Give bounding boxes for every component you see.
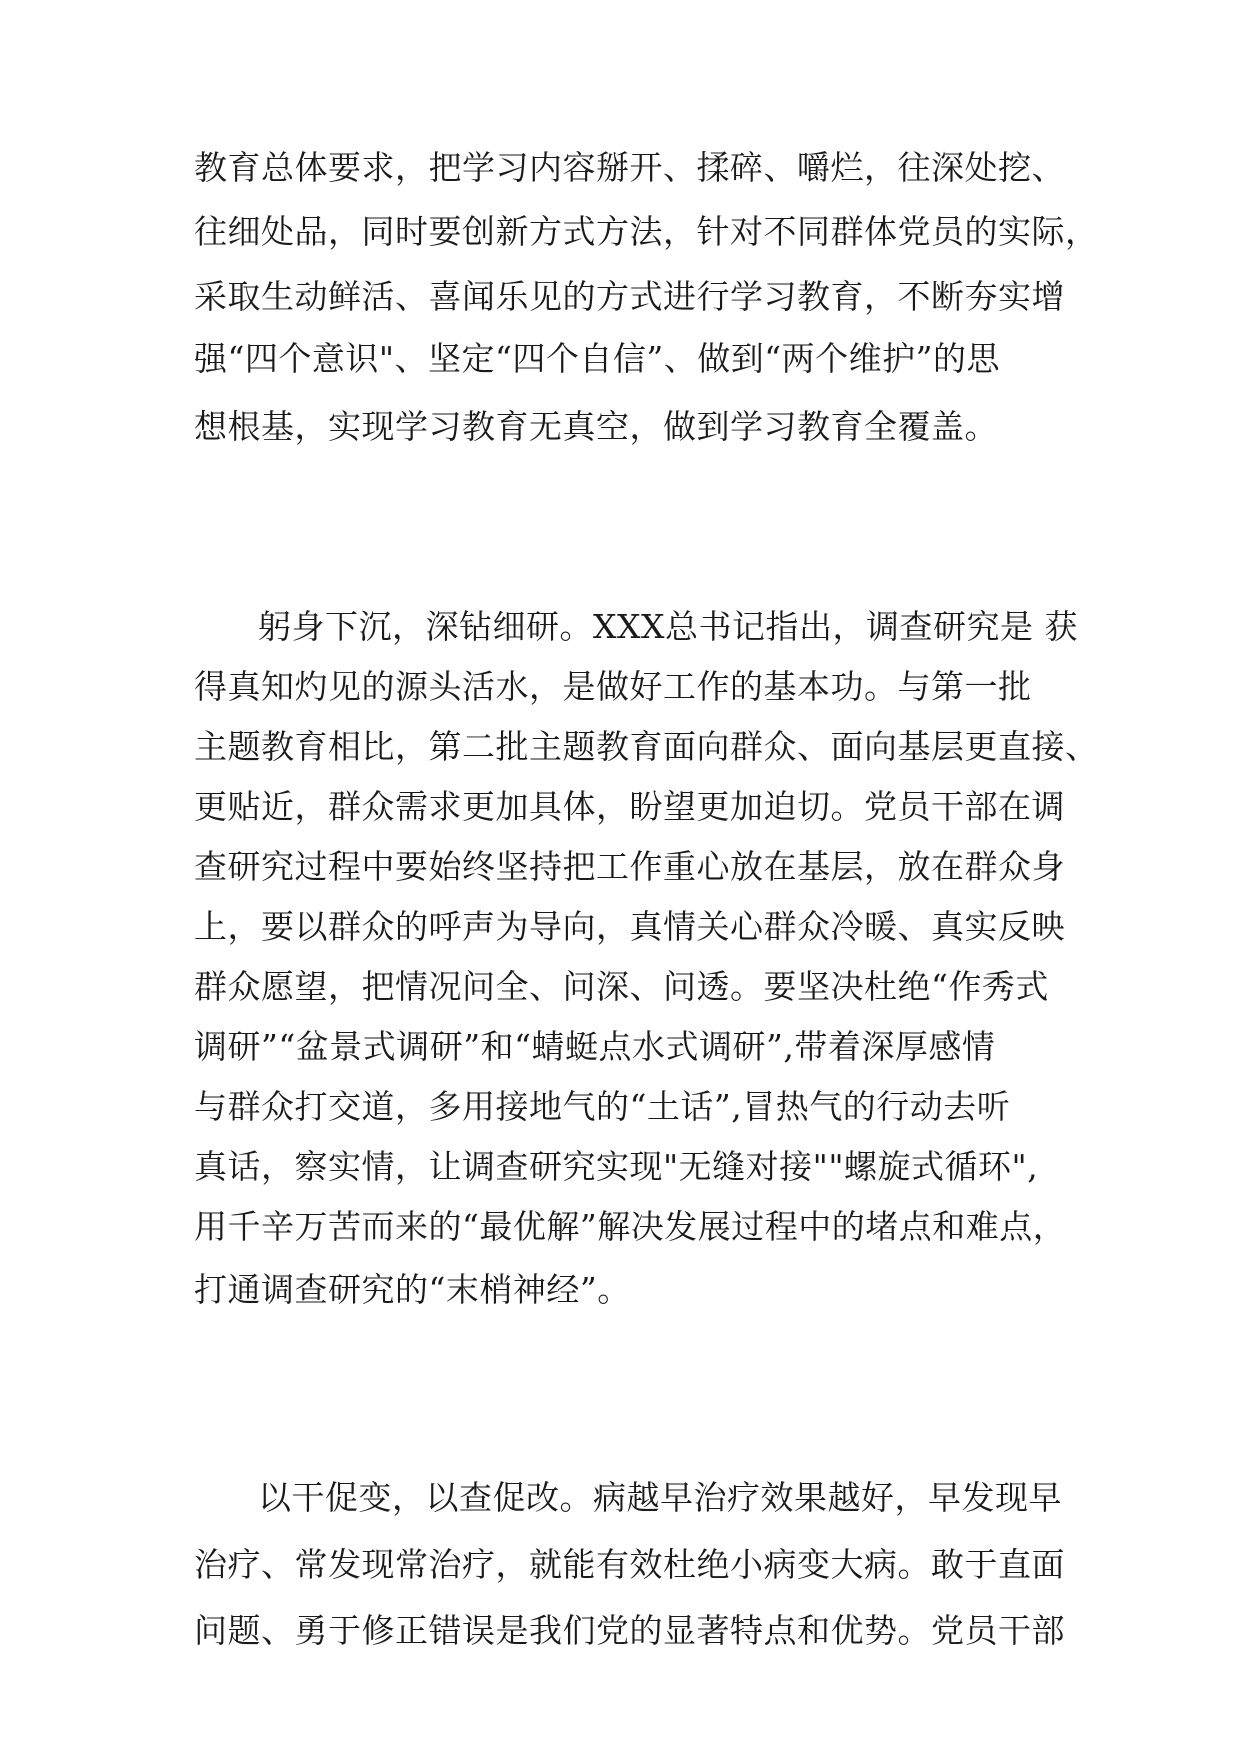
paragraph-1-line-1: 教育总体要求，把学习内容掰开、揉碎、嚼烂，往深处挖、 xyxy=(194,148,1065,187)
paragraph-2-line-6: 上，要以群众的呼声为导向，真情关心群众冷暖、真实反映 xyxy=(194,907,1065,946)
paragraph-3-line-1: 以干促变，以查促改。病越早治疗效果越好，早发现早 xyxy=(258,1478,1062,1517)
paragraph-1-line-2: 往细处品，同时要创新方式方法，针对不同群体党员的实际， xyxy=(194,212,1099,251)
paragraph-2-line-10: 真话，察实情，让调查研究实现"无缝对接""螺旋式循环", xyxy=(194,1147,1039,1186)
paragraph-2-line-1: 躬身下沉，深钻细研。XXX总书记指出，调查研究是 获 xyxy=(258,607,1078,646)
paragraph-2-line-7: 群众愿望，把情况问全、问深、问透。要坚决杜绝“作秀式 xyxy=(194,967,1049,1006)
paragraph-2-line-12: 打通调查研究的“末梢神经”。 xyxy=(194,1270,631,1309)
paragraph-1-line-4: 强“四个意识"、坚定“四个自信”、做到“两个维护”的思 xyxy=(194,339,1001,378)
paragraph-2-line-3: 主题教育相比，第二批主题教育面向群众、面向基层更直接、 xyxy=(194,727,1099,766)
paragraph-2-line-9: 与群众打交道，多用接地气的“土话”,冒热气的行动去听 xyxy=(194,1087,1011,1126)
paragraph-2-line-2: 得真知灼见的源头活水，是做好工作的基本功。与第一批 xyxy=(194,667,1032,706)
paragraph-2-line-5: 查研究过程中要始终坚持把工作重心放在基层，放在群众身 xyxy=(194,847,1065,886)
paragraph-3-line-3: 问题、勇于修正错误是我们党的显著特点和优势。党员干部 xyxy=(194,1611,1065,1650)
paragraph-1-line-3: 采取生动鲜活、喜闻乐见的方式进行学习教育，不断夯实增 xyxy=(194,277,1065,316)
paragraph-2-line-11: 用千辛万苦而来的“最优解”解决发展过程中的堵点和难点， xyxy=(194,1207,1067,1246)
paragraph-2-line-4: 更贴近，群众需求更加具体，盼望更加迫切。党员干部在调 xyxy=(194,787,1065,826)
paragraph-1-line-5: 想根基，实现学习教育无真空，做到学习教育全覆盖。 xyxy=(194,407,998,446)
paragraph-3-line-2: 治疗、常发现常治疗，就能有效杜绝小病变大病。敢于直面 xyxy=(194,1545,1065,1584)
paragraph-2-line-8: 调研”“盆景式调研”和“蜻蜓点水式调研”,带着深厚感情 xyxy=(194,1027,996,1066)
